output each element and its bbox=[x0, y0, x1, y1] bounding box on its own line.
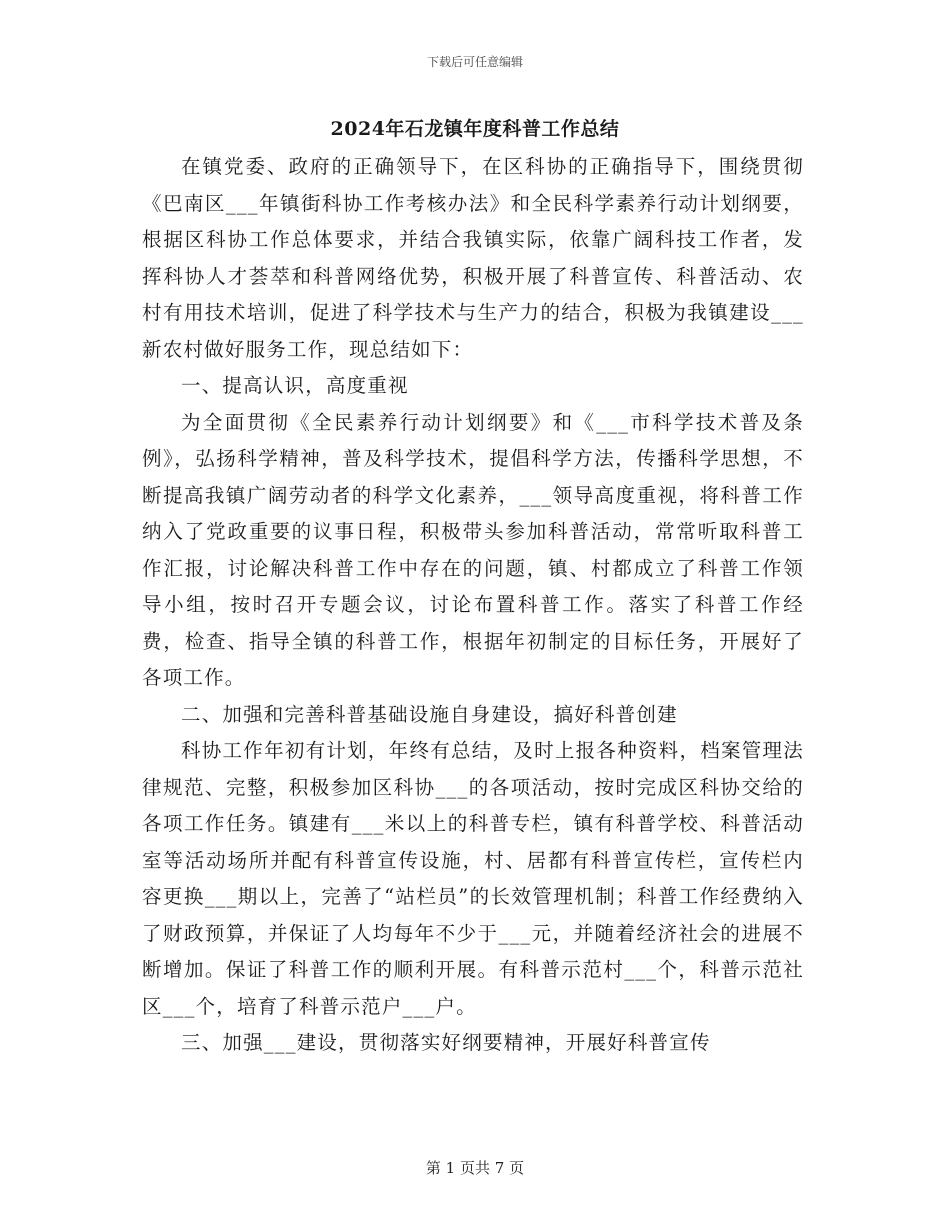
page-number: 第 1 页共 7 页 bbox=[425, 1159, 525, 1177]
section-heading-2: 二、加强和完善科普基础设施自身建设，搞好科普创建 bbox=[181, 702, 678, 726]
intro-paragraph: 在镇党委、政府的正确领导下，在区科协的正确指导下，围绕贯彻《巴南区___年镇街科协工作考核办法》和全民科学素养行动计划纲要，根据区科协工作总体要求，并结合我镇实际，依靠广阔科技工作者，发挥科协人才荟萃和科普网络优势，积极开展了科普宣传、科普活动、农村有用技术培训，促进了科学技术与生产力的结合，积极为我镇建设___新农村做好服务工作，现总结如下： bbox=[142, 155, 804, 361]
document-title: 2024年石龙镇年度科普工作总结 bbox=[330, 118, 620, 140]
section-heading-1: 一、提高认识，高度重视 bbox=[181, 374, 409, 397]
document-body bbox=[142, 149, 804, 1062]
section-heading-3: 三、加强___建设，贯彻落实好纲要精神，开展好科普宣传 bbox=[181, 1031, 711, 1054]
section-2-paragraph: 科协工作年初有计划，年终有总结，及时上报各种资料，档案管理法律规范、完整，积极参加区科协___的各项活动，按时完成区科协交给的各项工作任务。镇建有___米以上的科普专栏，镇有科普学校、科普活动室等活动场所并配有科普宣传设施，村、居都有科普宣传栏，宣传栏内容更换___期以上，完善了“站栏员”的长效管理机制；科普工作经费纳入了财政预算，并保证了人均每年不少于___元，并随着经济社会的进展不断增加。保证了科普工作的顺利开展。有科普示范村___个，科普示范社区___个，培育了科普示范户___户。 bbox=[142, 739, 804, 1018]
section-1-paragraph: 为全面贯彻《全民素养行动计划纲要》和《___市科学技术普及条例》，弘扬科学精神，普及科学技术，提倡科学方法，传播科学思想，不断提高我镇广阔劳动者的科学文化素养，___领导高度重视，将科普工作纳入了党政重要的议事日程，积极带头参加科普活动，常常听取科普工作汇报，讨论解决科普工作中存在的问题，镇、村都成立了科普工作领导小组，按时召开专题会议，讨论布置科普工作。落实了科普工作经费，检查、指导全镇的科普工作，根据年初制定的目标任务，开展好了各项工作。 bbox=[142, 410, 804, 689]
header-note: 下载后可任意编辑 bbox=[426, 55, 523, 69]
